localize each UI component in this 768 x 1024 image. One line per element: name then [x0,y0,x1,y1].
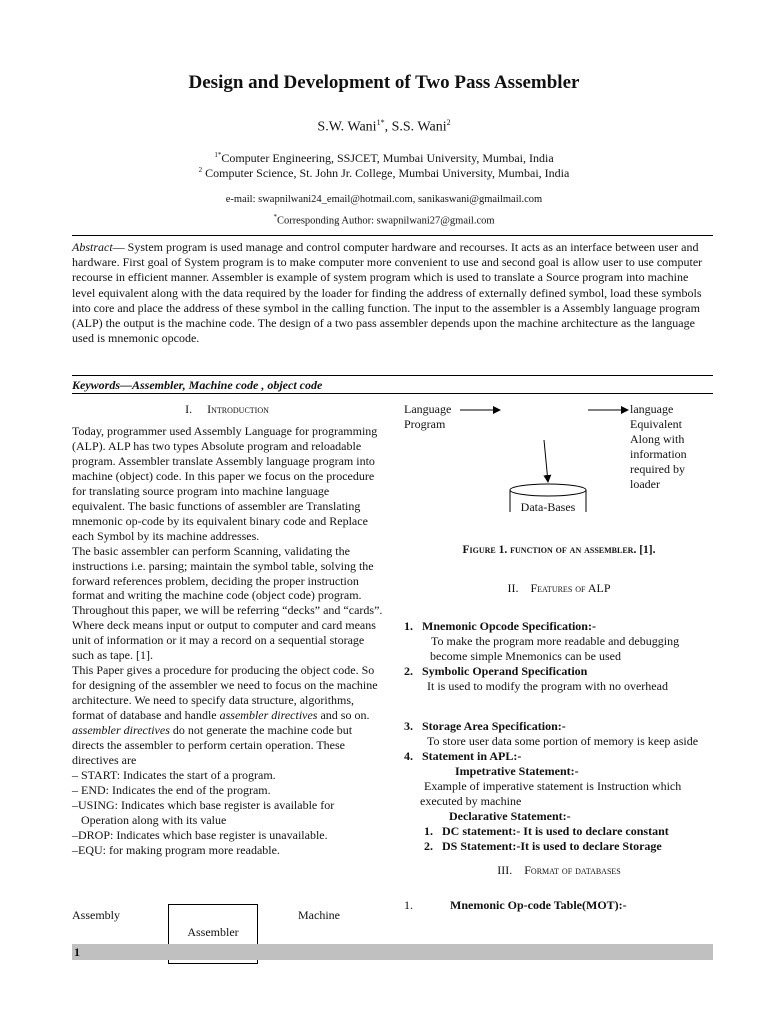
feature-1-desc-2: become simple Mnemonics can be used [430,648,621,663]
keywords-bottom-rule [72,393,713,394]
intro-italic-2: assembler directives [72,723,170,738]
feature-item-2 [404,664,716,694]
section-2-number: II. [507,581,519,595]
figure-1-caption [404,544,714,556]
section-1-title: Introduction [207,402,269,416]
declarative-title: Declarative Statement:- [449,808,571,823]
figure-output-line-4: information [630,446,687,461]
figure-output-label [630,402,687,492]
declarative-item-1-text: DC statement:- It is used to declare constant [442,823,669,838]
header-rule [72,235,713,236]
section-2-heading [404,581,714,596]
feature-3-title: Storage Area Specification:- [422,719,566,733]
section-1-number: I. [185,402,193,416]
corresponding-sup: * [273,213,277,221]
section-3-item-num: 1. [404,898,413,912]
affiliation-1-sup: 1* [214,151,222,159]
directive-start: – START: Indicates the start of a program. [72,767,276,782]
directive-equ: –EQU: for making program more readable. [72,842,280,857]
directive-using-cont: Operation along with its value [72,812,227,827]
database-label: Data-Bases [520,500,576,514]
affiliation-2-text: Computer Science, St. John Jr. College, Mumbai University, Mumbai, India [202,166,570,180]
section-3-item-title: Mnemonic Op-code Table(MOT):- [450,898,627,912]
feature-item-4 [404,749,716,854]
keywords-top-rule [72,375,713,376]
section-3-heading [404,863,714,878]
directive-list [72,768,384,858]
figure-input-line-1: Language [404,402,452,416]
author-1-sup: 1* [376,118,385,127]
footer-bar [72,944,713,960]
abstract-label: Abstract [72,240,113,254]
abstract [72,240,712,346]
affiliation-2 [0,166,768,181]
declarative-item-2 [404,839,716,854]
figure-output-line-6: loader [630,476,660,491]
paper-title: Design and Development of Two Pass Assembler [188,72,580,93]
affiliation-1 [0,151,768,166]
figure-output-line-5: required by [630,461,685,476]
affiliation-1-text: Computer Engineering, SSJCET, Mumbai University, Mumbai, India [221,151,554,165]
author-2-sup: 2 [446,118,451,127]
feature-4-num: 4. [404,749,413,763]
keywords: Keywords—Assembler, Machine code , object code [72,378,323,392]
assembler-box-label: Assembler [187,925,239,939]
section-3-number: III. [497,863,513,877]
figure-1-diagram [456,402,636,512]
directive-end: – END: Indicates the end of the program. [72,782,271,797]
abstract-text: — System program is used manage and control computer hardware and recourses. It acts as an interface between user and hardware. First goal of System program is to make computer more convenient to use and second goal is allow user to use computer recourse in efficient manner. Assembler is example of system program which is used to translate a Source program into machine level equivalent along with the data required by the loader for finding the address of externally defined symbol, load these symbols into core and place the address of these symbol in the calling function. The input to the assembler is a Assembly language program (ALP) the output is the machine code. The design of a two pass assembler depends upon the machine architecture as the language used is mnemonic opcode. [72,240,703,346]
feature-1-desc-1: To make the program more readable and debugging [431,633,680,648]
figure-output-line-2: Equivalent [630,416,682,431]
feature-1-title: Mnemonic Opcode Specification:- [422,619,596,633]
intro-paragraph-3 [72,663,384,768]
diagram-machine-label: Machine [298,908,340,922]
affiliation-2-sup: 2 [198,166,203,174]
intro-paragraph-3-text: This Paper gives a procedure for producing the object code. So for designing of the assembler we need to focus on the machine architecture. We need to specify data structure, algorithms, format of database and handle [72,663,378,723]
author-separator: , [384,119,392,135]
feature-2-desc-1: It is used to modify the program with no overhead [427,678,668,693]
section-1-body [72,424,384,858]
imperative-desc-2: executed by machine [420,793,522,808]
intro-end-text: do not generate the machine code but directs the assembler to perform certain operation. These directives are [72,723,353,767]
section-1-heading [72,402,382,417]
intro-mid-text: and so on. [317,708,370,723]
figure-output-line-1: language [630,402,674,416]
imperative-desc-1: Example of imperative statement is Instruction which [424,778,682,793]
feature-3-desc-1: To store user data some portion of memory is keep aside [427,733,699,748]
intro-italic-1: assembler directives [219,708,318,723]
imperative-title: Impetrative Statement:- [455,763,579,778]
email-line: e-mail: swapnilwani24_email@hotmail.com, sanikaswani@gmailmail.com [225,194,543,205]
figure-1-caption-text: Figure 1. function of an assembler. [1]. [462,544,656,556]
corresponding-text: Corresponding Author: swapnilwani27@gmail.com [276,215,495,227]
figure-input-line-2: Program [404,416,446,431]
declarative-item-1-num: 1. [424,823,433,838]
feature-2-title: Symbolic Operand Specification [422,664,588,678]
feature-item-1 [404,619,716,664]
author-1: S.W. Wani [317,119,377,135]
page-number: 1 [74,945,80,959]
author-line [0,118,768,136]
feature-4-title: Statement in APL:- [422,749,522,763]
figure-output-line-3: Along with [630,431,685,446]
intro-paragraph-1: Today, programmer used Assembly Language for programming (ALP). ALP has two types Absolute program and reloadable program. Assembler translate Assembly language program into machine (object) code. In this paper we focus on the procedure for translating source program into machine language equivalent. The basic functions of assembler are Translating mnemonic op-code by its equivalent binary code and Replace each Symbol by its machine addresses. [72,424,378,543]
directive-using: –USING: Indicates which base register is available for [72,797,335,812]
diagram-assembly-label: Assembly [72,908,120,922]
author-2: S.S. Wani [391,119,447,135]
declarative-item-2-num: 2. [424,838,433,853]
feature-3-num: 3. [404,719,413,733]
corresponding-author [0,213,768,227]
feature-item-3 [404,719,724,749]
directive-drop: –DROP: Indicates which base register is unavailable. [72,827,328,842]
db-arrow [544,440,548,482]
figure-input-label [404,402,451,432]
feature-1-num: 1. [404,619,413,633]
feature-2-num: 2. [404,664,413,678]
declarative-item-2-text: DS Statement:-It is used to declare Storage [442,838,662,853]
intro-paragraph-2: The basic assembler can perform Scanning, validating the instructions i.e. parsing; maintain the symbol table, solving the forward references problem, deciding the proper instruction format and writing the machine code (object code) program. Throughout this paper, we will be referring “decks” and “cards”. Where deck means input or output to computer and card means unit of information or it may a record on a sequential storage such as tape. [1]. [72,543,383,663]
section-3-title: Format of databases [524,863,621,877]
section-2-title: Features of ALP [530,581,611,595]
declarative-item-1 [404,824,716,839]
